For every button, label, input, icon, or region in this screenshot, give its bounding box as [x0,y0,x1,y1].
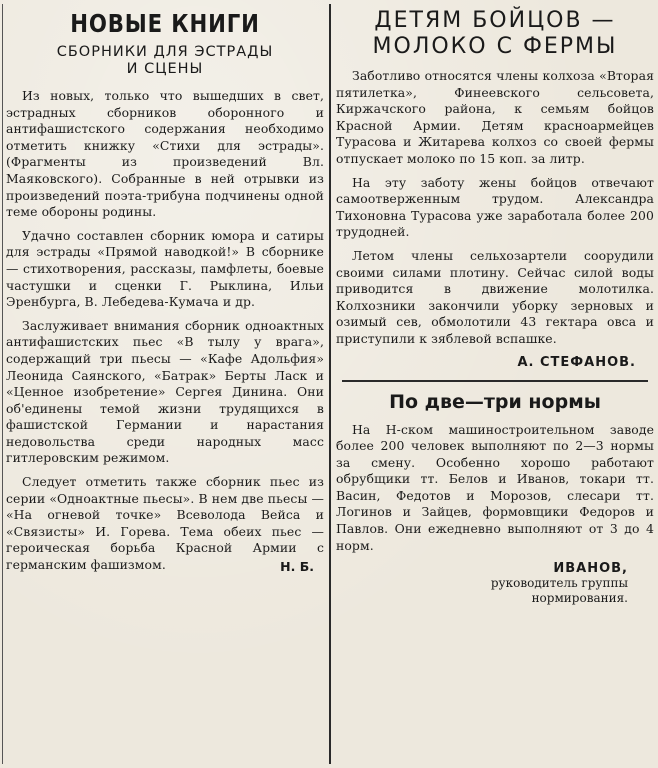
right-paragraph: Заботливо относятся члены колхоза «Вторая пятилетка», Финеевского сельсовета, Киржачского района, к семьям бойцов Красной Армии. Детям красноармейцев Турасова и Житарева колхоз со своей фермы отпускает молоко по 15 коп. за литр. [336,68,654,166]
article2-signature-role-2: нормирования. [531,591,628,606]
left-paragraph: Заслуживает внимания сборник одноактных антифашистских пьес «В тылу у врага», содержащий три пьесы — «Кафе Адольфия» Леонида Саянского, «Батрак» Берты Ласк и «Ценное изобретение» Сергея Динина. Они об'единены темой жизни трудящихся в фашистской Германии и нарастания недовольства среди народных масс гитлеровским режимом. [6,317,324,466]
right-signature: А. СТЕФАНОВ. [517,354,636,370]
left-column [6,4,324,762]
left-subheadline [6,44,324,78]
column-divider [329,4,331,764]
left-subheadline-line-1: СБОРНИКИ ДЛЯ ЭСТРАДЫ [56,44,274,60]
left-headline: НОВЫЕ КНИГИ [70,9,260,38]
right-paragraph: На эту заботу жены бойцов отвечают самоотверженным трудом. Александра Тихоновна Турасова уже заработала более 200 трудодней. [336,174,654,240]
left-last-paragraph-wrap [6,474,324,574]
left-paragraph: Следует отметить также сборник пьес из серии «Одноактные пьесы». В нем две пьесы — «На огневой точке» Всеволода Вейса и «Связисты» И. Горева. Тема обеих пьес — героическая борьба Красной Армии с германским фашизмом. [6,474,324,573]
right-headline-line-1: ДЕТЯМ БОЙЦОВ — [374,8,616,33]
right-column [336,4,654,762]
edge-rule [2,4,3,764]
article2-signature-role-1: руководитель группы [490,576,628,591]
right-headline [336,8,654,60]
left-subheadline-line-2: И СЦЕНЫ [126,61,204,77]
left-signature: Н. Б. [280,558,314,574]
left-paragraph: Из новых, только что вышедших в свет, эстрадных сборников оборонного и антифашистского содержания необходимо отметить книжку «Стихи для эстрады». (Фрагменты из произведений Вл. Маяковского). Собранные в ней отрывки из произведений поэта-трибуна подчинены одной теме обороны родины. [6,88,324,220]
article2-signature-name: ИВАНОВ, [553,561,628,577]
right-headline-line-2: МОЛОКО С ФЕРМЫ [372,34,618,59]
article2-headline: По две—три нормы [389,390,601,413]
article-separator [342,380,648,382]
left-paragraph: Удачно составлен сборник юмора и сатиры для эстрады «Прямой наводкой!» В сборнике — стихотворения, рассказы, памфлеты, боевые частушки и сценки Г. Рыклина, Ильи Эренбурга, В. Лебедева-Кумача и др. [6,227,324,310]
right-paragraph: Летом члены сельхозартели соорудили своими силами плотину. Сейчас силой воды приводится в движение молотилка. Колхозники закончили уборку зерновых и озимый сев, обмолотили 43 гектара овса и приступили к зяблевой вспашке. [336,247,654,346]
article2-paragraph: На Н-ском машиностроительном заводе более 200 человек выполняют по 2—3 нормы за смену. Особенно хорошо работают обрубщики тт. Белов и Иванов, токари тт. Васин, Федотов и Морозов, слесари тт. Логинов и Зайцев, формовщики Федоров и Павлов. Они ежедневно выполняют от 3 до 4 норм. [336,421,654,553]
